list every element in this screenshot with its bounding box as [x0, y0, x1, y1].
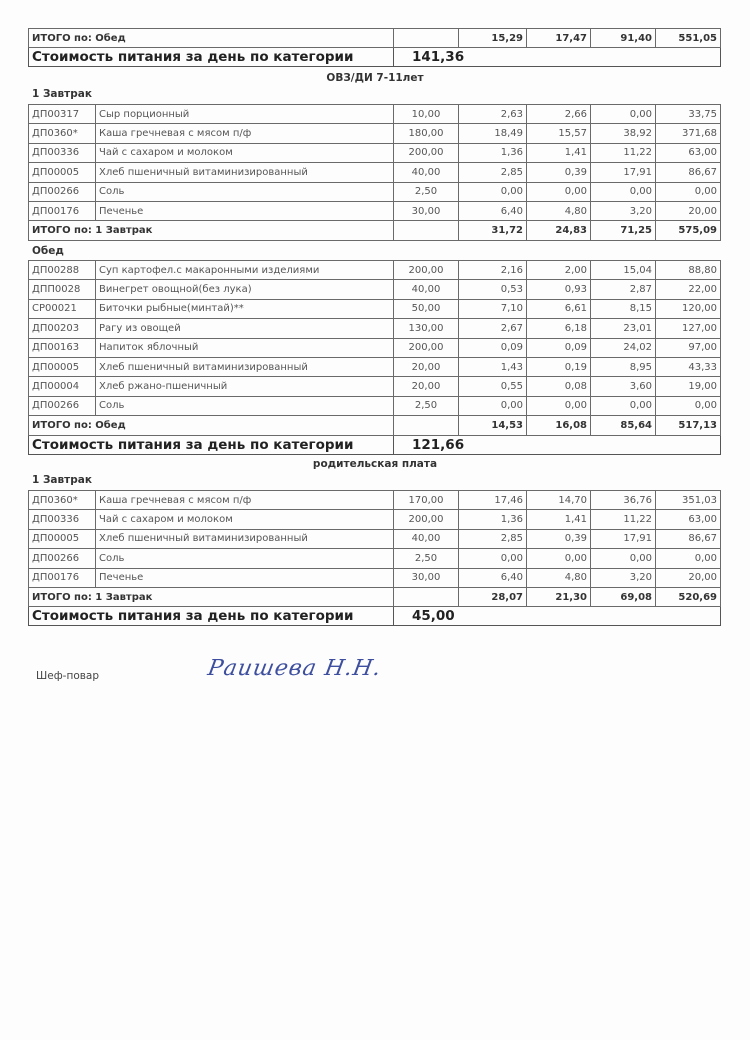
item-name: Напиток яблочный [96, 338, 394, 357]
item-carbs: 3,60 [591, 377, 656, 396]
category-heading: родительская плата [312, 458, 438, 470]
meal-heading: 1 Завтрак [32, 474, 92, 486]
item-protein: 17,46 [459, 491, 527, 510]
item-calories: 20,00 [656, 201, 721, 220]
item-protein: 0,53 [459, 280, 527, 299]
daily-cost-value: 45,00 [394, 607, 527, 626]
table-row [29, 182, 721, 201]
item-weight: 40,00 [394, 163, 459, 182]
item-code: ДП00288 [29, 261, 96, 280]
item-code: ДП00005 [29, 357, 96, 376]
item-weight: 20,00 [394, 357, 459, 376]
total-value: 16,08 [527, 416, 591, 435]
item-weight: 30,00 [394, 568, 459, 587]
daily-cost-blank [527, 607, 721, 626]
item-name: Соль [96, 182, 394, 201]
item-code: ДП00004 [29, 377, 96, 396]
item-carbs: 0,00 [591, 549, 656, 568]
item-carbs: 2,87 [591, 280, 656, 299]
item-fat: 1,41 [527, 510, 591, 529]
item-fat: 2,00 [527, 261, 591, 280]
item-carbs: 17,91 [591, 163, 656, 182]
item-code: ДП00005 [29, 163, 96, 182]
item-carbs: 0,00 [591, 105, 656, 124]
total-row [29, 587, 721, 606]
item-carbs: 24,02 [591, 338, 656, 357]
item-calories: 97,00 [656, 338, 721, 357]
item-protein: 1,43 [459, 357, 527, 376]
item-weight: 2,50 [394, 182, 459, 201]
item-protein: 2,85 [459, 163, 527, 182]
total-row [29, 221, 721, 240]
item-code: ДП00266 [29, 549, 96, 568]
table-row [29, 105, 721, 124]
item-code: ДП0360* [29, 124, 96, 143]
total-row [29, 29, 721, 48]
total-value: 21,30 [527, 587, 591, 606]
item-calories: 63,00 [656, 143, 721, 162]
table-row [29, 529, 721, 548]
item-carbs: 8,95 [591, 357, 656, 376]
item-weight: 170,00 [394, 491, 459, 510]
item-carbs: 38,92 [591, 124, 656, 143]
chef-label: Шеф-повар [36, 670, 100, 682]
table-row [29, 280, 721, 299]
item-name: Чай с сахаром и молоком [96, 143, 394, 162]
item-code: ДП00336 [29, 510, 96, 529]
table-row [29, 357, 721, 376]
item-protein: 2,67 [459, 319, 527, 338]
menu-table-block [28, 104, 720, 241]
total-label: ИТОГО по: Обед [29, 416, 394, 435]
daily-cost-value: 121,66 [394, 435, 527, 454]
item-name: Хлеб пшеничный витаминизированный [96, 529, 394, 548]
item-weight: 30,00 [394, 201, 459, 220]
item-code: ДП00163 [29, 338, 96, 357]
item-carbs: 11,22 [591, 510, 656, 529]
item-fat: 0,00 [527, 396, 591, 415]
total-value: 28,07 [459, 587, 527, 606]
item-weight: 200,00 [394, 510, 459, 529]
daily-cost-blank [527, 48, 721, 67]
total-label: ИТОГО по: 1 Завтрак [29, 221, 394, 240]
total-value: 31,72 [459, 221, 527, 240]
item-code: ДП00176 [29, 568, 96, 587]
table-row [29, 338, 721, 357]
item-protein: 2,63 [459, 105, 527, 124]
total-label: ИТОГО по: Обед [29, 29, 394, 48]
table-row [29, 319, 721, 338]
item-fat: 6,18 [527, 319, 591, 338]
total-label: ИТОГО по: 1 Завтрак [29, 587, 394, 606]
total-row [29, 416, 721, 435]
item-calories: 88,80 [656, 261, 721, 280]
item-code: ДП00005 [29, 529, 96, 548]
meal-heading: Обед [32, 245, 64, 257]
item-calories: 0,00 [656, 549, 721, 568]
item-weight: 40,00 [394, 529, 459, 548]
item-carbs: 8,15 [591, 299, 656, 318]
item-weight: 50,00 [394, 299, 459, 318]
total-empty-cell [394, 587, 459, 606]
item-protein: 2,16 [459, 261, 527, 280]
category-heading: ОВЗ/ДИ 7-11лет [326, 72, 424, 84]
item-fat: 6,61 [527, 299, 591, 318]
table-row [29, 377, 721, 396]
item-calories: 371,68 [656, 124, 721, 143]
table-row [29, 124, 721, 143]
item-calories: 20,00 [656, 568, 721, 587]
menu-table [28, 490, 721, 626]
table-row [29, 201, 721, 220]
menu-table-block [28, 260, 720, 455]
item-calories: 43,33 [656, 357, 721, 376]
total-value: 551,05 [656, 29, 721, 48]
item-name: Суп картофел.с макаронными изделиями [96, 261, 394, 280]
daily-cost-value: 141,36 [394, 48, 527, 67]
menu-table [28, 260, 721, 455]
total-value: 69,08 [591, 587, 656, 606]
item-fat: 0,93 [527, 280, 591, 299]
item-name: Каша гречневая с мясом п/ф [96, 491, 394, 510]
item-protein: 1,36 [459, 143, 527, 162]
item-fat: 14,70 [527, 491, 591, 510]
item-name: Биточки рыбные(минтай)** [96, 299, 394, 318]
item-fat: 0,19 [527, 357, 591, 376]
item-calories: 120,00 [656, 299, 721, 318]
total-value: 71,25 [591, 221, 656, 240]
item-carbs: 36,76 [591, 491, 656, 510]
item-protein: 0,55 [459, 377, 527, 396]
meal-heading: 1 Завтрак [32, 88, 92, 100]
item-carbs: 0,00 [591, 182, 656, 201]
item-carbs: 3,20 [591, 568, 656, 587]
item-carbs: 17,91 [591, 529, 656, 548]
table-row [29, 299, 721, 318]
item-protein: 0,00 [459, 396, 527, 415]
item-fat: 0,09 [527, 338, 591, 357]
total-value: 17,47 [527, 29, 591, 48]
item-code: ДП00203 [29, 319, 96, 338]
table-row [29, 396, 721, 415]
daily-cost-row [29, 48, 721, 67]
table-row [29, 163, 721, 182]
item-weight: 180,00 [394, 124, 459, 143]
item-code: ДП00317 [29, 105, 96, 124]
item-carbs: 3,20 [591, 201, 656, 220]
item-fat: 0,39 [527, 529, 591, 548]
item-name: Рагу из овощей [96, 319, 394, 338]
item-fat: 0,00 [527, 549, 591, 568]
item-name: Хлеб ржано-пшеничный [96, 377, 394, 396]
table-row [29, 143, 721, 162]
total-value: 15,29 [459, 29, 527, 48]
table-row [29, 491, 721, 510]
item-calories: 0,00 [656, 182, 721, 201]
menu-table [28, 104, 721, 241]
item-fat: 0,00 [527, 182, 591, 201]
table-row [29, 261, 721, 280]
daily-cost-row [29, 435, 721, 454]
item-fat: 2,66 [527, 105, 591, 124]
item-calories: 63,00 [656, 510, 721, 529]
item-code: ДП00336 [29, 143, 96, 162]
item-weight: 10,00 [394, 105, 459, 124]
item-protein: 6,40 [459, 568, 527, 587]
total-value: 517,13 [656, 416, 721, 435]
item-protein: 2,85 [459, 529, 527, 548]
item-name: Винегрет овощной(без лука) [96, 280, 394, 299]
item-calories: 127,00 [656, 319, 721, 338]
item-carbs: 23,01 [591, 319, 656, 338]
item-protein: 6,40 [459, 201, 527, 220]
item-calories: 351,03 [656, 491, 721, 510]
item-weight: 2,50 [394, 396, 459, 415]
item-fat: 4,80 [527, 568, 591, 587]
item-fat: 0,08 [527, 377, 591, 396]
menu-table-block [28, 28, 720, 67]
item-weight: 200,00 [394, 338, 459, 357]
total-value: 575,09 [656, 221, 721, 240]
table-row [29, 549, 721, 568]
total-value: 14,53 [459, 416, 527, 435]
item-protein: 7,10 [459, 299, 527, 318]
daily-cost-blank [527, 435, 721, 454]
item-protein: 0,09 [459, 338, 527, 357]
item-weight: 20,00 [394, 377, 459, 396]
item-fat: 4,80 [527, 201, 591, 220]
daily-cost-label: Стоимость питания за день по категории [29, 607, 394, 626]
chef-signature: Раишева Н.Н. [205, 656, 384, 681]
item-weight: 200,00 [394, 261, 459, 280]
item-fat: 15,57 [527, 124, 591, 143]
item-calories: 0,00 [656, 396, 721, 415]
item-name: Печенье [96, 201, 394, 220]
item-protein: 1,36 [459, 510, 527, 529]
item-code: СР00021 [29, 299, 96, 318]
item-code: ДП00176 [29, 201, 96, 220]
total-empty-cell [394, 416, 459, 435]
item-protein: 0,00 [459, 182, 527, 201]
total-empty-cell [394, 29, 459, 48]
item-protein: 18,49 [459, 124, 527, 143]
item-name: Каша гречневая с мясом п/ф [96, 124, 394, 143]
item-weight: 40,00 [394, 280, 459, 299]
item-carbs: 15,04 [591, 261, 656, 280]
item-code: ДП00266 [29, 396, 96, 415]
item-calories: 22,00 [656, 280, 721, 299]
daily-cost-label: Стоимость питания за день по категории [29, 48, 394, 67]
total-value: 91,40 [591, 29, 656, 48]
item-code: ДПП0028 [29, 280, 96, 299]
table-row [29, 510, 721, 529]
item-fat: 1,41 [527, 143, 591, 162]
menu-table-block [28, 490, 720, 626]
item-name: Соль [96, 396, 394, 415]
item-calories: 19,00 [656, 377, 721, 396]
daily-cost-label: Стоимость питания за день по категории [29, 435, 394, 454]
item-name: Печенье [96, 568, 394, 587]
item-weight: 2,50 [394, 549, 459, 568]
item-weight: 130,00 [394, 319, 459, 338]
item-name: Хлеб пшеничный витаминизированный [96, 357, 394, 376]
total-value: 85,64 [591, 416, 656, 435]
total-empty-cell [394, 221, 459, 240]
item-name: Хлеб пшеничный витаминизированный [96, 163, 394, 182]
item-name: Чай с сахаром и молоком [96, 510, 394, 529]
item-calories: 86,67 [656, 163, 721, 182]
item-weight: 200,00 [394, 143, 459, 162]
total-value: 520,69 [656, 587, 721, 606]
item-name: Соль [96, 549, 394, 568]
item-protein: 0,00 [459, 549, 527, 568]
item-code: ДП00266 [29, 182, 96, 201]
item-name: Сыр порционный [96, 105, 394, 124]
item-fat: 0,39 [527, 163, 591, 182]
daily-cost-row [29, 607, 721, 626]
item-carbs: 11,22 [591, 143, 656, 162]
menu-table [28, 28, 721, 67]
item-calories: 33,75 [656, 105, 721, 124]
total-value: 24,83 [527, 221, 591, 240]
item-calories: 86,67 [656, 529, 721, 548]
item-code: ДП0360* [29, 491, 96, 510]
table-row [29, 568, 721, 587]
item-carbs: 0,00 [591, 396, 656, 415]
